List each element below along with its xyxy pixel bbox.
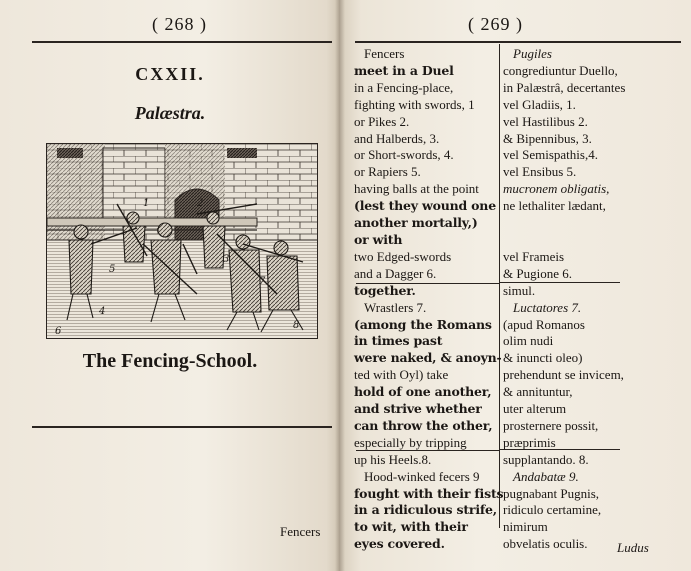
latin-line: & inuncti oleo)	[503, 350, 583, 366]
latin-line: Luctatores 7.	[513, 299, 582, 315]
english-line: together.	[354, 282, 416, 298]
latin-title: Palæstra.	[134, 103, 206, 123]
english-line: or Rapiers 5.	[354, 164, 421, 180]
right-header-rule	[355, 41, 681, 43]
latin-line	[503, 215, 625, 232]
english-line: another mortally,)	[354, 215, 478, 231]
right-page-number: ( 269 )	[468, 14, 523, 34]
latin-line: congrediuntur Duello,	[503, 62, 618, 78]
latin-line: supplantando. 8.	[503, 451, 589, 467]
latin-line: mucronem obligatis,	[503, 181, 610, 197]
english-line: having balls at the point	[354, 181, 479, 197]
latin-line: vel Semispathis,4.	[503, 147, 598, 163]
english-line: ted with Oyl) take	[354, 367, 449, 383]
latin-line: vel Frameis	[503, 248, 565, 264]
latin-line: simul.	[503, 282, 536, 298]
latin-line: & Bipennibus, 3.	[503, 130, 592, 146]
english-line: in a ridiculous strife,	[354, 502, 497, 518]
english-line: or Pikes 2.	[354, 113, 410, 129]
english-line: in a Fencing-place,	[354, 79, 454, 95]
english-line: eyes covered.	[354, 536, 445, 552]
left-page	[0, 0, 340, 571]
latin-line: olim nudi	[503, 333, 554, 349]
chapter-number: CXXII.	[135, 64, 205, 84]
caption-rule	[32, 426, 332, 428]
english-line: and Halberds, 3.	[354, 130, 440, 146]
english-line: two Edged-swords	[354, 248, 452, 264]
english-line: Hood-winked fecers 9	[364, 468, 480, 484]
latin-column	[503, 46, 625, 553]
latin-line: prehendunt se invicem,	[503, 367, 624, 383]
latin-line: (apud Romanos	[503, 316, 585, 332]
english-line: and a Dagger 6.	[354, 265, 437, 281]
english-line: were naked, & anoyn-	[354, 350, 502, 366]
english-line: (among the Romans	[354, 316, 492, 332]
latin-line: nimirum	[503, 519, 548, 535]
english-line: up his Heels.8.	[354, 451, 432, 467]
latin-line: Andabatæ 9.	[513, 468, 579, 484]
figure-label: 6	[55, 326, 62, 337]
english-line: fought with their fists	[354, 485, 504, 501]
latin-line: vel Gladiis, 1.	[503, 96, 576, 112]
fencing-school-woodcut	[46, 143, 318, 339]
header-rule	[32, 41, 332, 43]
english-line: Fencers	[364, 46, 405, 61]
english-line: especially by tripping	[354, 434, 467, 450]
english-line: to wit, with their	[354, 519, 468, 535]
latin-line: obvelatis oculis.	[503, 536, 588, 552]
figure-label: 7	[259, 276, 266, 287]
english-column	[354, 46, 503, 553]
latin-line: & Pugione 6.	[503, 265, 572, 281]
latin-line: ne lethaliter lædant,	[503, 198, 606, 214]
english-line: or Short-swords, 4.	[354, 147, 454, 163]
latin-line: pugnabant Pugnis,	[503, 485, 600, 501]
figure-label: 1	[143, 198, 150, 209]
latin-line: prosternere possit,	[503, 417, 599, 433]
english-line: fighting with swords, 1	[354, 96, 475, 112]
english-line: and strive whether	[354, 401, 482, 417]
figure-label: 2	[197, 198, 204, 209]
latin-line: uter alterum	[503, 401, 567, 417]
latin-line: Pugiles	[513, 46, 552, 61]
figure-label: 3	[223, 254, 230, 265]
english-line: or with	[354, 231, 403, 247]
left-catchword: Fencers	[280, 524, 321, 539]
english-line: hold of one another,	[354, 384, 492, 400]
english-line: can throw the other,	[354, 417, 493, 433]
latin-line: ridiculo certamine,	[503, 502, 602, 518]
book-gutter	[335, 0, 345, 571]
latin-line: vel Hastilibus 2.	[503, 113, 588, 129]
right-catchword: Ludus	[617, 540, 649, 555]
english-line: Wrastlers 7.	[364, 299, 427, 315]
english-line: in times past	[354, 333, 443, 349]
page-caption: The Fencing-School.	[82, 350, 258, 372]
latin-line: in Palæstrâ, decertantes	[503, 79, 626, 95]
english-line: (lest they wound one	[354, 198, 496, 214]
figure-label: 5	[109, 264, 116, 275]
latin-line: præprimis	[503, 434, 556, 450]
english-line: meet in a Duel	[354, 62, 454, 78]
latin-line	[503, 232, 625, 249]
latin-line: vel Ensibus 5.	[503, 164, 577, 180]
left-page-number: ( 268 )	[152, 14, 207, 34]
woodcut-illustration	[47, 144, 317, 338]
figure-label: 4	[99, 306, 106, 317]
figure-label: 8	[293, 320, 300, 331]
latin-line: & annituntur,	[503, 384, 573, 400]
